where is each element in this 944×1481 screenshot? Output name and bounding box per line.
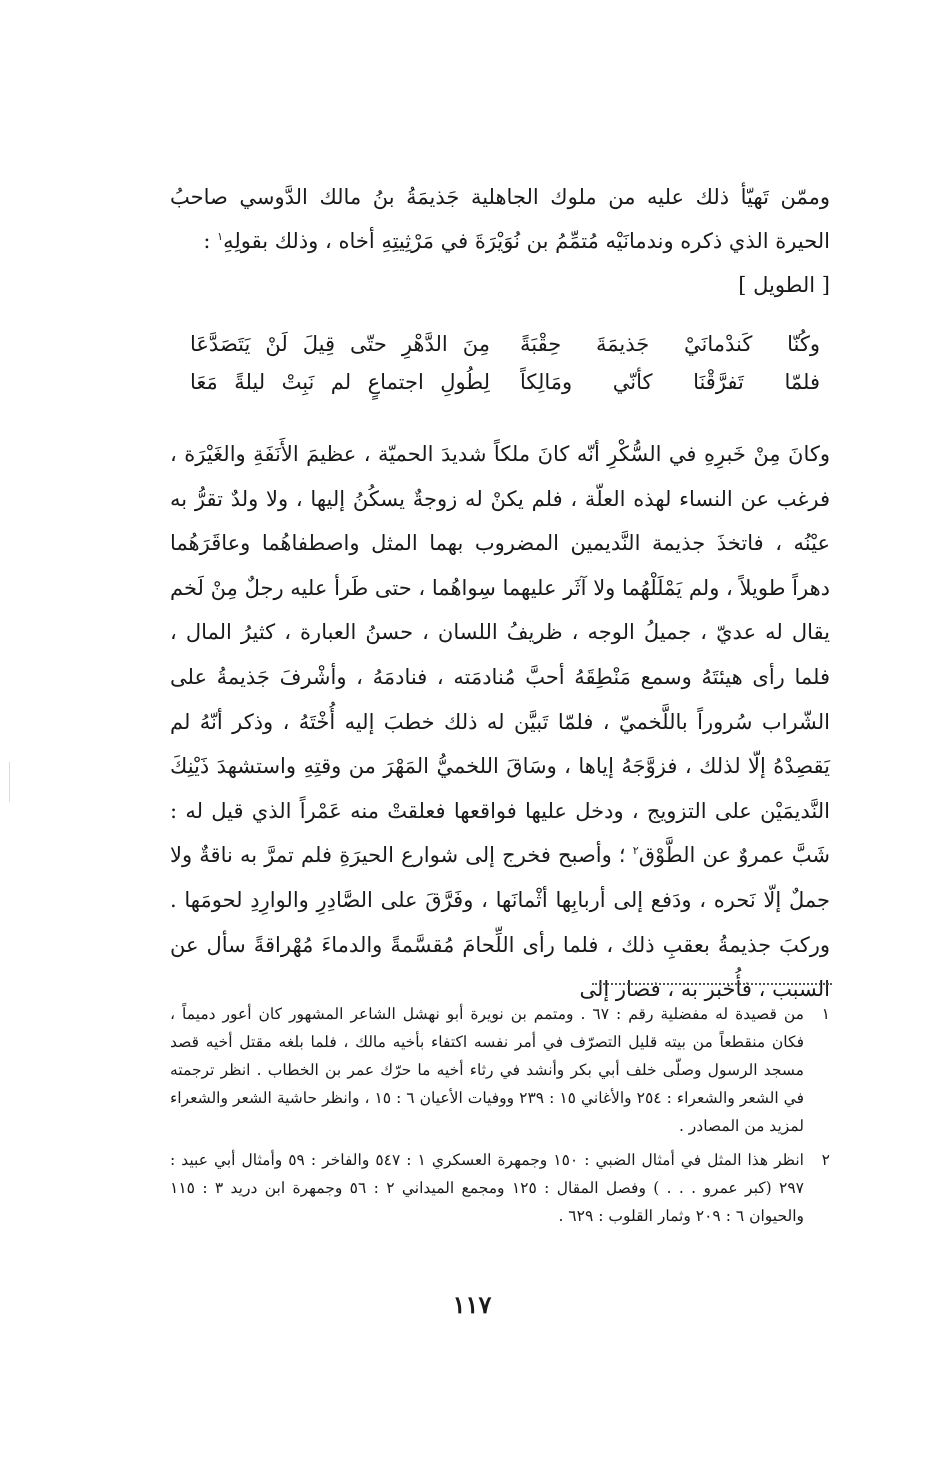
scan-margin-mark <box>9 762 10 802</box>
verse-1-first-hemistich: وكُنّا كَندْمانَيْ جَذيمَةَ حِقْبَةً <box>520 332 820 356</box>
footnote-1 <box>170 1000 830 1140</box>
footnote-separator <box>592 983 832 985</box>
footnote-2 <box>170 1146 830 1230</box>
footnote-1-number: ١ <box>821 1005 830 1023</box>
verse-1 <box>190 325 820 363</box>
verse-2-second-hemistich: لِطُولِ اجتماعٍ لم نَبِتْ ليلةً مَعَا <box>190 370 490 394</box>
body-text-part-2: ؛ وأصبح فخرج إلى شوارع الحيرَةِ فلم تمرَّ به ناقةٌ ولا جملٌ إلّا نَحره ، ودَفع إلى أربابِها أثْمانَها ، وفَرَّقَ على الصَّادِرِ والوارِدِ لحومَها . وركبَ جذيمةُ بعقبِ ذلك ، فلما رأى اللِّحامَ مُقسَّمةً والدماءَ مُهْراقةً سأل عن السبب ، فأُخبر به ، فصار إلى <box>170 843 830 1002</box>
body-text-part-1: وكانَ مِنْ خَبرِهِ في السُّكْرِ أنّه كانَ ملكاً شديدَ الحميّة ، عظيمَ الأَنَفَةِ والغَيْرَة ، فرغب عن النساء لهذه العلّة ، فلم يكنْ له زوجةٌ يسكُنُ إليها ، ولا ولدٌ تقرُّ به عيْنُه ، فاتخذَ جذيمة النَّديمين المضروب بهما المثل واصطفاهُما وعاقَرَهُما دهراً طويلاً ، ولم يَمْلَلْهُما ولا آثَر عليهما سِواهُما ، حتى طَرأ عليه رجلٌ مِنْ لَخم يقال له عديّ ، جميلُ الوجه ، ظريفُ اللسان ، حسنُ العبارة ، كثيرُ المال ، فلما رأى هيئتَهُ وسمع مَنْطِقَهُ أحبَّ مُنادمَته ، فنادمَهُ ، وأشْرفَ جَذيمةُ على الشّراب سُروراً باللَّخميّ ، فلمّا تَبيَّن له ذلك خطبَ إليه أُخْتَهُ ، وذكر أنّهُ لم يَقصِدْهُ إلّا لذلك ، فزوَّجَهُ إياها ، وسَاقَ اللخميُّ المَهْرَ من وقتِهِ واستشهدَ ذَيْنِكَ النَّديمَيْن على التزويج ، ودخل عليها فواقعها فعلقتْ منه عَمْراً الذي قيل له : شَبَّ عمروٌ عن الطَّوْق <box>170 442 830 868</box>
intro-paragraph <box>170 175 830 263</box>
poem <box>190 325 820 401</box>
intro-section <box>170 175 830 307</box>
body-section <box>170 432 830 1012</box>
intro-trailing: : <box>203 229 218 253</box>
footnote-1-text: من قصيدة له مفضلية رقم : ٦٧ . ومتمم بن نويرة أبو نهشل الشاعر المشهور كان أعور دميماً ، فكان منقطعاً من بيته قليل التصرّف في أمر نفسه اكتفاء بأخيه مالك ، فلما بلغه مقتل أخيه قصد مسجد الرسول وصلّى خلف أبي بكر وأنشد في رثاء أخيه ما حرّك عمر بن الخطاب . انظر ترجمته في الشعر والشعراء : ٢٥٤ والأغاني ١٥ : ٢٣٩ ووفيات الأعيان ٦ : ١٥ ، وانظر حاشية الشعر والشعراء لمزيد من المصادر . <box>170 1005 804 1135</box>
footnote-ref-1[interactable]: ١ <box>217 230 224 243</box>
footnotes <box>170 1000 830 1236</box>
footnote-2-number: ٢ <box>821 1151 830 1169</box>
page-number: ١١٧ <box>452 1290 492 1319</box>
meter-label: [ الطويل ] <box>738 273 830 297</box>
footnote-ref-2[interactable]: ٢ <box>632 844 639 858</box>
verse-1-second-hemistich: مِنَ الدَّهْرِ حتّى قِيلَ لَنْ يَتَصَدَّعَا <box>190 332 490 356</box>
footnote-2-text: انظر هذا المثل في أمثال الضبي : ١٥٠ وجمهرة العسكري ١ : ٥٤٧ والفاخر : ٥٩ وأمثال أبي عبيد : ٢٩٧ (كبر عمرو . . . ) وفصل المقال : ١٢٥ ومجمع الميداني ٢ : ٥٦ وجمهرة ابن دريد ٣ : ١١٥ والحيوان ٦ : ٢٠٩ وثمار القلوب : ٦٢٩ . <box>170 1151 804 1225</box>
body-paragraph <box>170 432 830 1012</box>
verse-2-first-hemistich: فلمّا تَفرَّقْنَا كأنّي ومَالِكاً <box>520 370 820 394</box>
intro-text: وممّن تَهيّأ ذلك عليه من ملوك الجاهلية جَذيمَةُ بنُ مالك الدَّوسي صاحبُ الحيرة الذي ذكره وندمانَيْه مُتمِّمُ بن نُوَيْرَةَ في مَرْثِيتِهِ أخاه ، وذلك بقولِهِ <box>170 185 830 253</box>
verse-2 <box>190 363 820 401</box>
